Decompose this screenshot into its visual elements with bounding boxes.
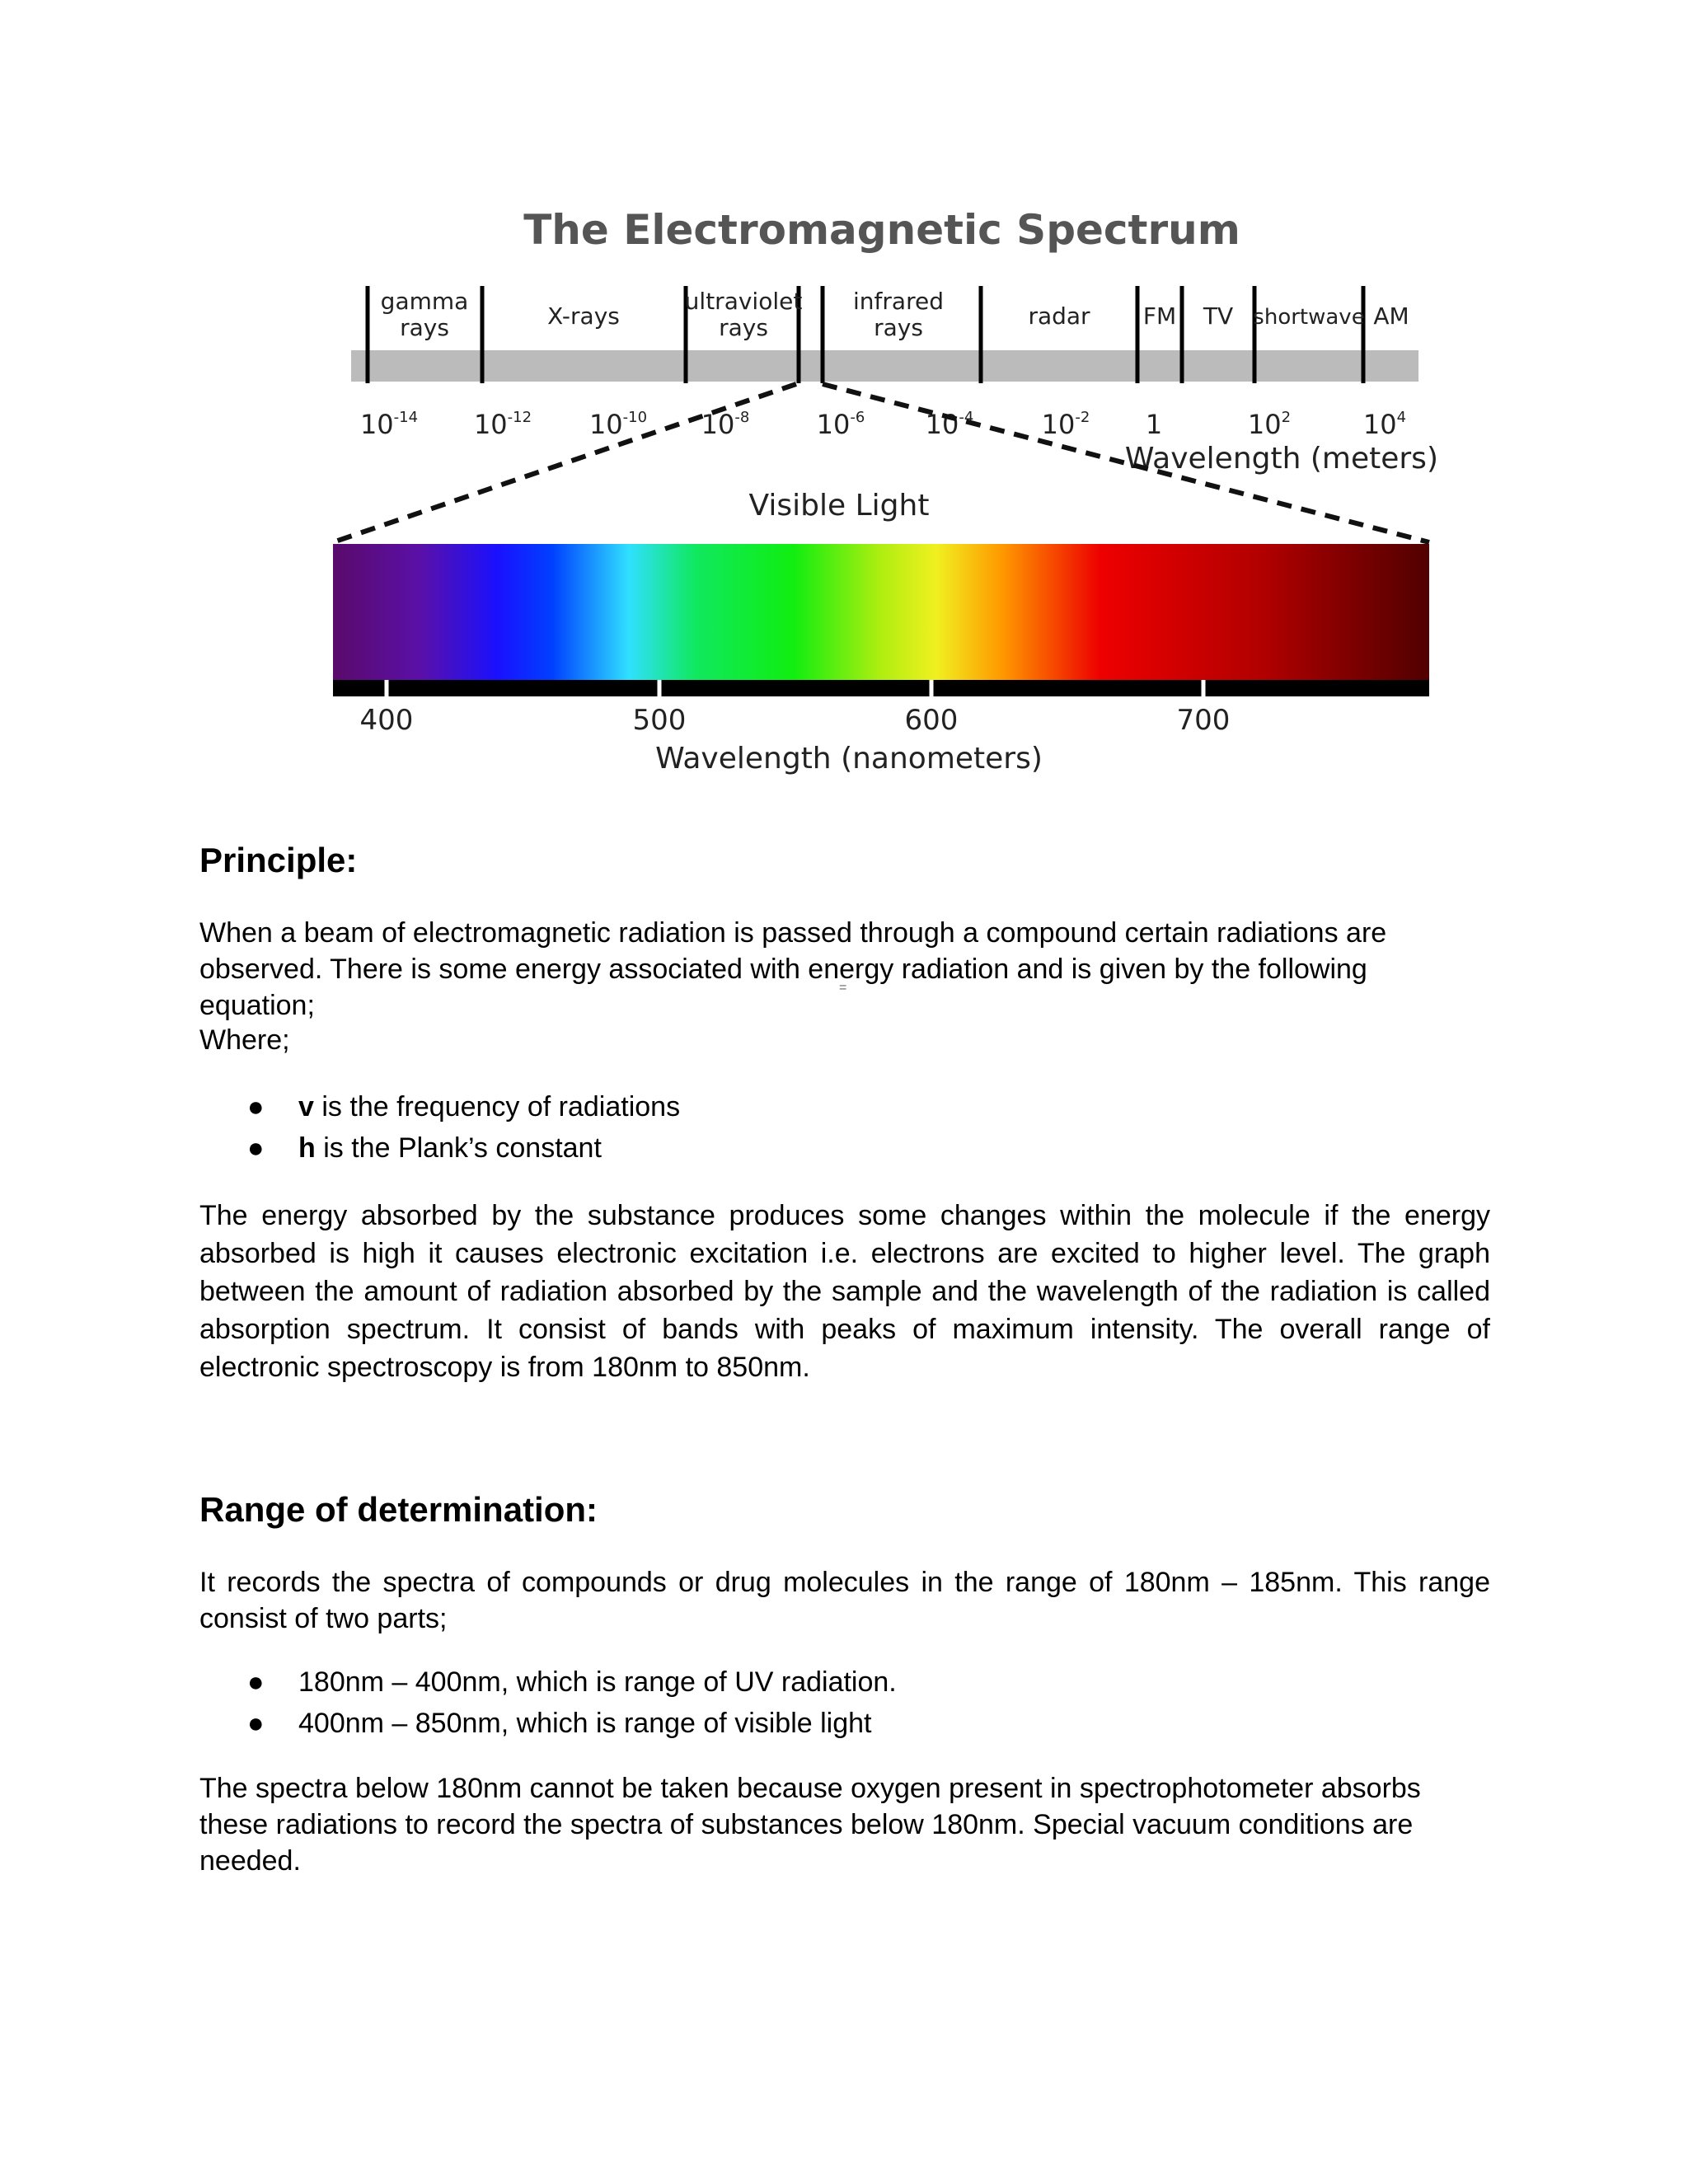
wavelength-tick: $10^{-4}$ xyxy=(925,409,974,440)
band-label-shortwave: shortwave xyxy=(1253,305,1365,330)
wavelength-tick: $10^{-12}$ xyxy=(473,409,532,440)
variable-symbol: v xyxy=(298,1091,314,1122)
range-intro-block xyxy=(199,1564,1490,1637)
range-bullets xyxy=(199,1661,1490,1744)
range-intro: It records the spectra of compounds or drug molecules in the range of 180nm – 185nm. This range consist of two parts; xyxy=(199,1567,1490,1634)
principle-heading: Principle: xyxy=(199,841,358,879)
wavelength-tick: 1 xyxy=(1145,409,1163,440)
list-item xyxy=(199,1086,1490,1127)
nm-tick-label: 600 xyxy=(904,704,959,737)
principle-intro-block xyxy=(199,915,1490,1024)
list-item-text: 400nm – 850nm, which is range of visible light xyxy=(298,1708,872,1739)
band-label-gamma-2: rays xyxy=(400,314,449,341)
principle-body: The energy absorbed by the substance produces some changes within the molecule if the energy absorbed is high it causes electronic excitation i.e. electrons are excited to higher level. The graph between the amount of radiation absorbed by the sample and the wavelength of the radiation is called absorption spectrum. It consist of bands with peaks of maximum intensity. The overall range of electronic spectroscopy is from 180nm to 850nm. xyxy=(199,1200,1490,1383)
range-closing: The spectra below 180nm cannot be taken because oxygen present in spectrophotometer absorbs these radiations to record the spectra of substances below 180nm. Special vacuum conditions are needed. xyxy=(199,1773,1421,1877)
band-bar xyxy=(351,350,1418,382)
band-label-uv: ultraviolet xyxy=(684,288,803,315)
list-item xyxy=(199,1703,1490,1744)
list-item-text: is the frequency of radiations xyxy=(313,1091,681,1122)
bullet-icon: ● xyxy=(247,1132,265,1164)
band-label-infrared-2: rays xyxy=(874,314,923,341)
nm-tick-label: 700 xyxy=(1176,704,1231,737)
where-block xyxy=(199,1022,1490,1058)
nm-axis-bar xyxy=(333,680,1429,696)
electromagnetic-spectrum-figure xyxy=(313,206,1451,799)
wavelength-meters-label: Wavelength (meters) xyxy=(1124,442,1438,476)
range-section xyxy=(199,1490,1490,1530)
visible-spectrum-gradient xyxy=(333,544,1429,682)
visible-light-label: Visible Light xyxy=(748,489,930,523)
bullet-icon: ● xyxy=(247,1666,265,1698)
nm-axis-label: Wavelength (nanometers) xyxy=(655,742,1043,776)
principle-bullets xyxy=(199,1086,1490,1169)
band-label-infrared: infrared xyxy=(853,288,944,315)
wavelength-tick: $10^2$ xyxy=(1247,409,1292,440)
range-heading: Range of determination: xyxy=(199,1490,598,1529)
band-label-fm: FM xyxy=(1142,302,1177,330)
wavelength-tick: $10^{-2}$ xyxy=(1041,409,1090,440)
range-closing-block xyxy=(199,1770,1490,1879)
where-label: Where; xyxy=(199,1024,290,1056)
band-label-am: AM xyxy=(1373,302,1409,330)
figure-title: The Electromagnetic Spectrum xyxy=(523,206,1240,254)
wavelength-tick: $10^4$ xyxy=(1362,409,1407,440)
nm-tick-label: 400 xyxy=(359,704,414,737)
wavelength-tick: $10^{-6}$ xyxy=(816,409,865,440)
list-item-text: is the Plank’s constant xyxy=(315,1132,602,1164)
wavelength-tick: $10^{-14}$ xyxy=(359,409,419,440)
band-label-radar: radar xyxy=(1028,302,1090,330)
list-item xyxy=(199,1661,1490,1703)
bullet-icon: ● xyxy=(247,1091,265,1122)
list-item xyxy=(199,1127,1490,1169)
principle-section xyxy=(199,841,1490,880)
principle-intro: When a beam of electromagnetic radiation is passed through a compound certain radiations are observed. There is some energy associated with energy radiation and is given by the following equation; xyxy=(199,917,1387,1021)
band-label-tv: TV xyxy=(1203,302,1234,330)
band-label-gamma: gamma xyxy=(380,288,469,315)
list-item-text: 180nm – 400nm, which is range of UV radiation. xyxy=(298,1666,897,1698)
nm-tick-label: 500 xyxy=(632,704,687,737)
wavelength-tick: $10^{-8}$ xyxy=(701,409,750,440)
equation-placeholder: = xyxy=(839,981,847,995)
bullet-icon: ● xyxy=(247,1708,265,1739)
principle-body-block xyxy=(199,1197,1490,1386)
band-label-uv-2: rays xyxy=(719,314,768,341)
wavelength-tick: $10^{-10}$ xyxy=(588,409,648,440)
variable-symbol: h xyxy=(298,1132,316,1164)
band-label-xrays: X-rays xyxy=(547,302,620,330)
